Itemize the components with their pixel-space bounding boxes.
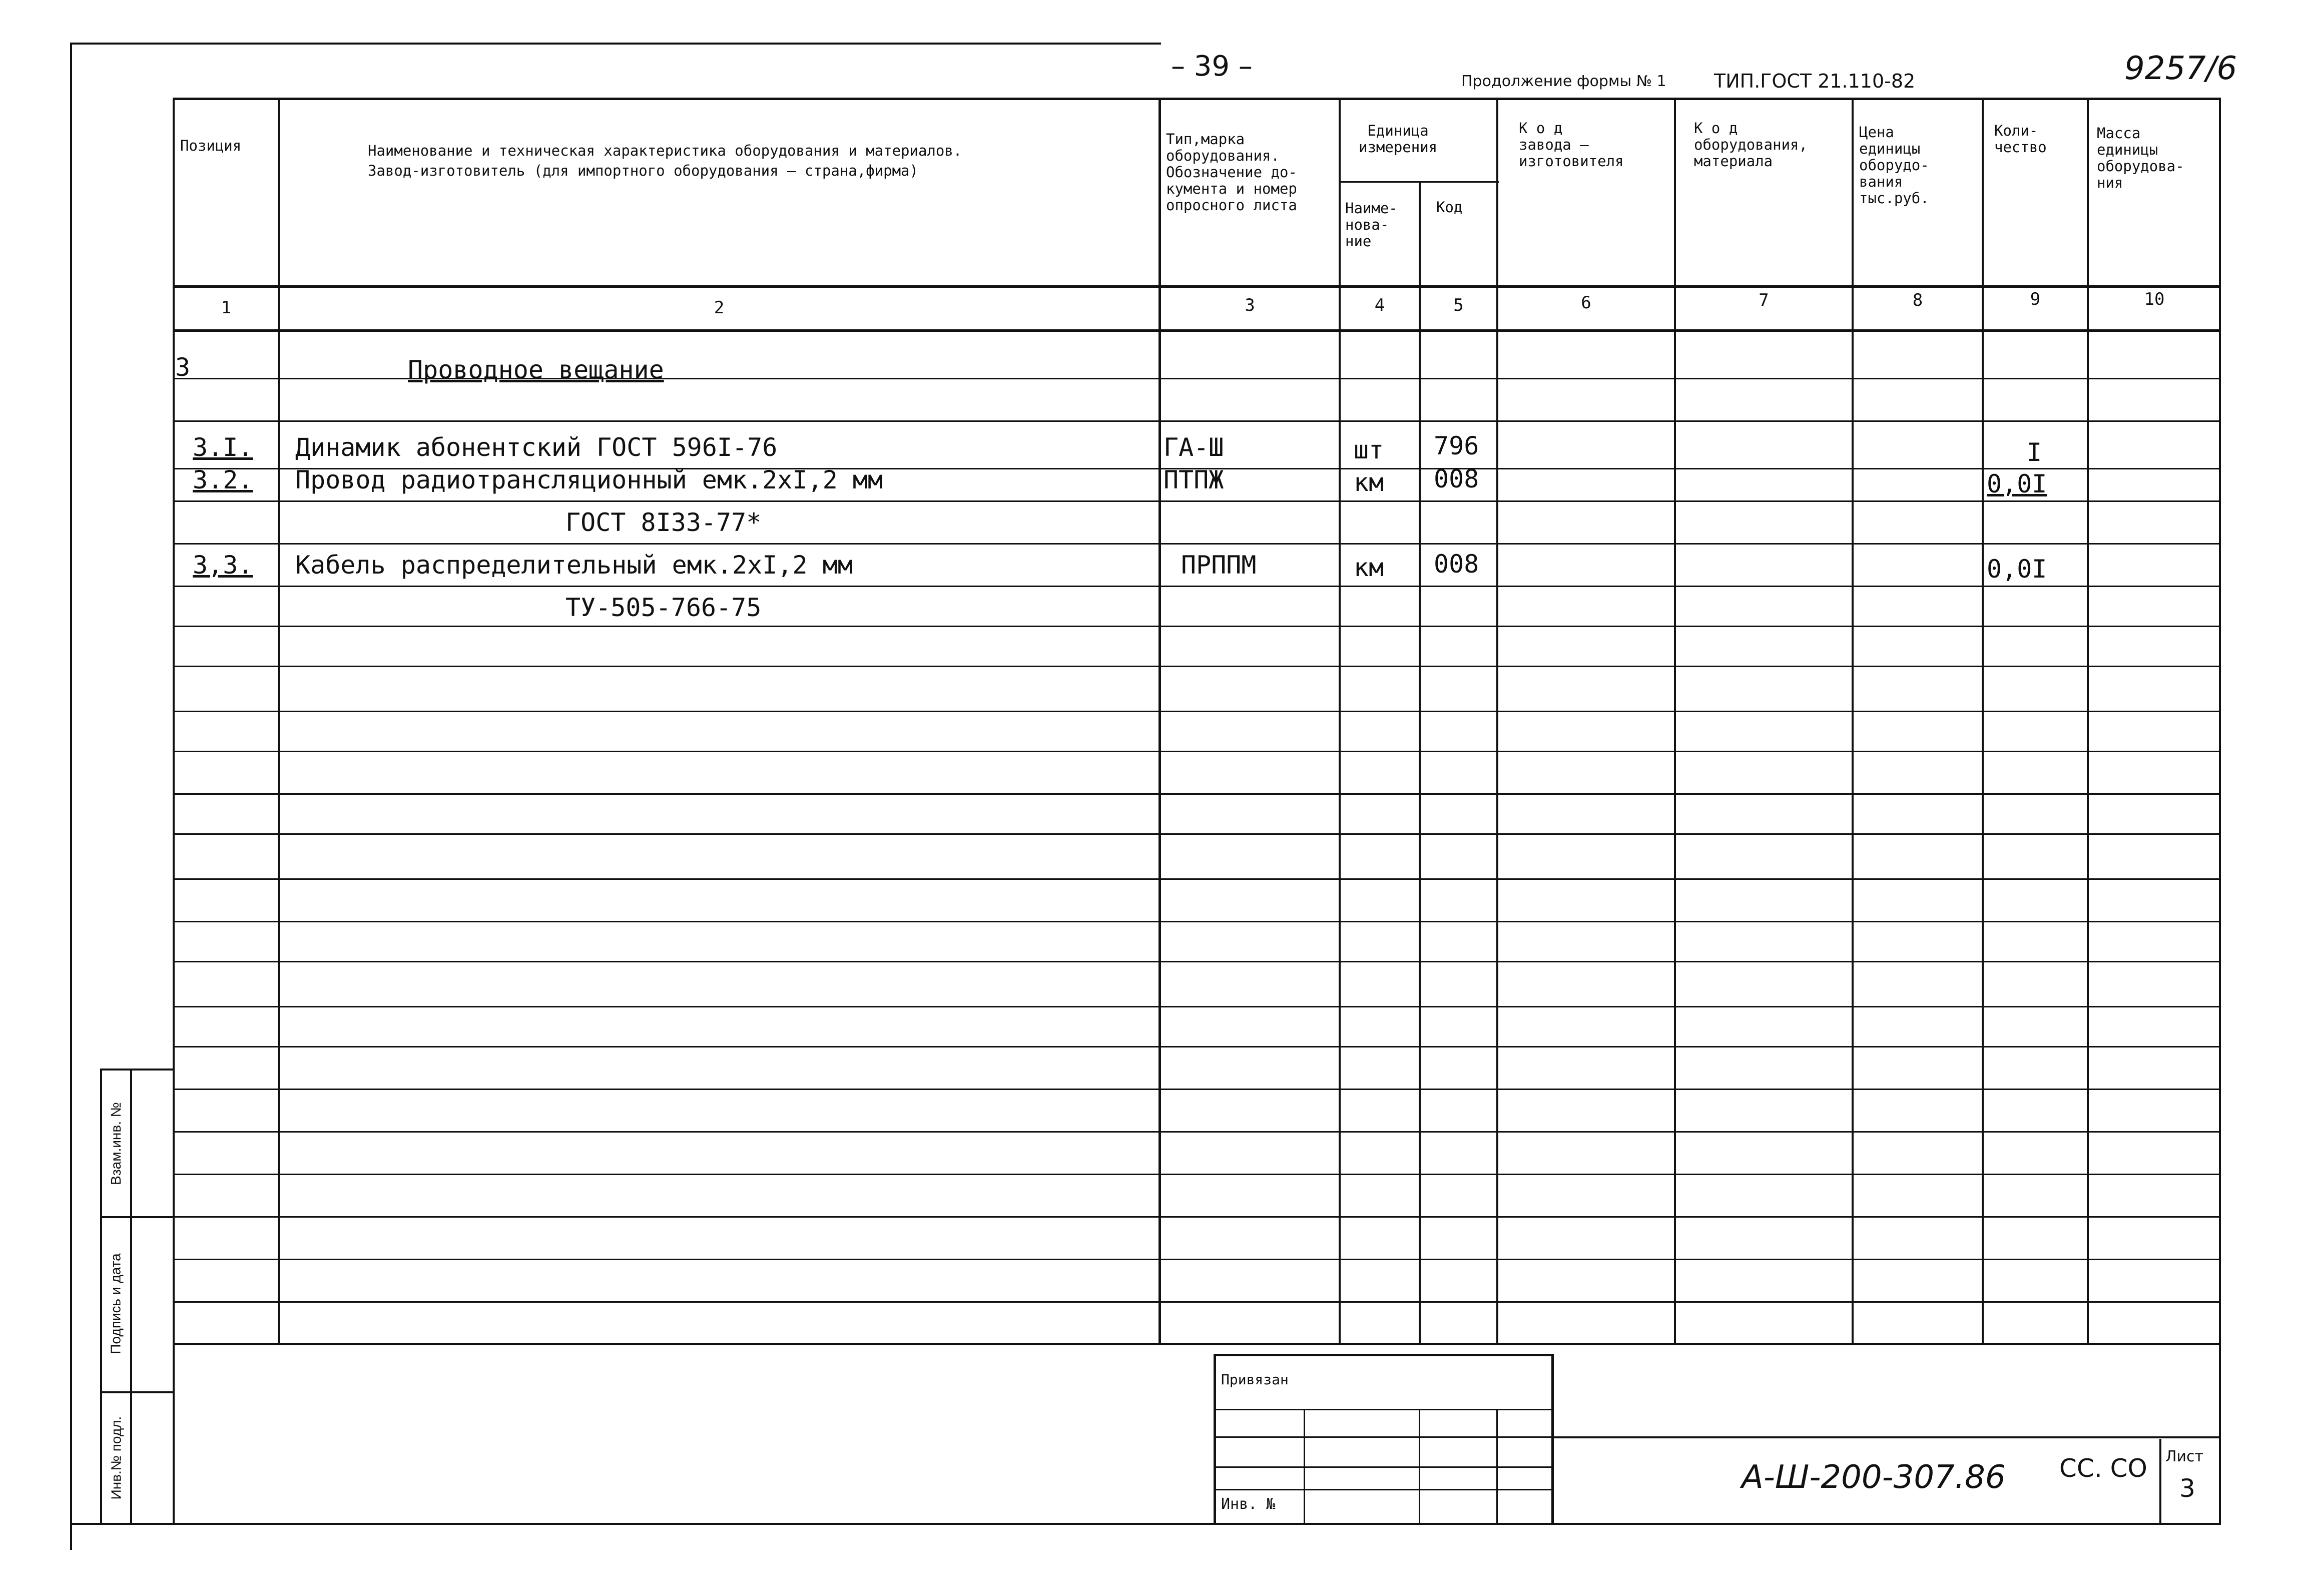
document-mark: СС. СО bbox=[2059, 1454, 2147, 1483]
row-4-pos: 3,3. bbox=[193, 551, 253, 580]
form-continuation: Продолжение формы № 1 bbox=[1461, 73, 1666, 90]
column-number-3: 3 bbox=[1245, 295, 1255, 315]
row-rule bbox=[173, 1131, 2220, 1133]
header-position: Позиция bbox=[180, 137, 242, 154]
col-line-2 bbox=[1159, 98, 1161, 1344]
header-unit-group: Единица измерения bbox=[1359, 122, 1438, 156]
row-rule bbox=[173, 1301, 2220, 1303]
title-block-line bbox=[1554, 1436, 2219, 1438]
sheet-box bbox=[2159, 1439, 2220, 1524]
col-line-5 bbox=[1496, 98, 1498, 1344]
col-line-1 bbox=[278, 98, 280, 1344]
row-5-name: ТУ-505-766-75 bbox=[565, 593, 762, 622]
header-type: Тип,марка оборудования. Обозначение до- кумента и номер опросного листа bbox=[1166, 131, 1297, 214]
sheet-number: 3 bbox=[2179, 1474, 2195, 1503]
row-rule bbox=[173, 1174, 2220, 1175]
row-rule bbox=[173, 1046, 2220, 1047]
row-rule bbox=[173, 833, 2220, 835]
row-4-name: Кабель распределительный емк.2хI,2 мм bbox=[295, 551, 853, 580]
column-number-1: 1 bbox=[221, 298, 232, 318]
stamp-original-inventory: Инв.№ подл. bbox=[108, 1416, 124, 1499]
column-number-6: 6 bbox=[1581, 293, 1591, 313]
row-rule bbox=[173, 666, 2220, 667]
header-factory-code: К о д завода – изготовителя bbox=[1519, 120, 1624, 170]
header-name-line2: Завод-изготовитель (для импортного оборудования – страна,фирма) bbox=[368, 162, 918, 179]
row-rule bbox=[173, 420, 2220, 422]
row-rule bbox=[173, 878, 2220, 880]
header-mass: Масса единицы оборудова- ния bbox=[2097, 125, 2184, 191]
row-rule bbox=[173, 500, 2220, 502]
row-2-name: Провод радиотрансляционный емк.2хI,2 мм bbox=[295, 465, 883, 494]
row-0-name: Проводное вещание bbox=[408, 355, 664, 384]
row-rule bbox=[173, 586, 2220, 587]
row-4-code: 008 bbox=[1434, 550, 1479, 579]
col-line-8 bbox=[1982, 98, 1984, 1344]
row-rule bbox=[173, 1089, 2220, 1090]
row-rule bbox=[173, 921, 2220, 922]
row-rule bbox=[173, 751, 2220, 752]
title-block bbox=[1214, 1354, 1554, 1524]
col-line-7 bbox=[1852, 98, 1854, 1344]
row-1-code: 796 bbox=[1434, 431, 1479, 460]
row-rule bbox=[173, 1006, 2220, 1007]
column-number-8: 8 bbox=[1912, 290, 1923, 310]
header-unit-code: Код bbox=[1436, 199, 1463, 216]
row-rule bbox=[173, 1259, 2220, 1260]
header-price: Цена единицы оборудо- вания тыс.руб. bbox=[1859, 124, 1929, 207]
column-number-7: 7 bbox=[1759, 290, 1769, 310]
stamp-replaced-inventory: Взам.инв. № bbox=[108, 1102, 124, 1185]
col-line-9 bbox=[2087, 98, 2089, 1344]
frame-right bbox=[2219, 98, 2221, 1525]
column-number-4: 4 bbox=[1374, 295, 1385, 315]
row-1-pos: 3.I. bbox=[193, 433, 253, 462]
row-0-pos: 3 bbox=[175, 353, 191, 382]
col-line-6 bbox=[1674, 98, 1676, 1344]
drawing-code: А-Ш-200-307.86 bbox=[1742, 1459, 2006, 1496]
header-bottom-line bbox=[173, 285, 2220, 288]
header-name-line1: Наименование и техническая характеристика оборудования и материалов. bbox=[368, 142, 962, 159]
inventory-label: Инв. № bbox=[1221, 1495, 1276, 1513]
standard-code: ТИП.ГОСТ 21.110-82 bbox=[1714, 70, 1916, 92]
col-line-3 bbox=[1339, 98, 1341, 1344]
stamp-signature-date: Подпись и дата bbox=[108, 1253, 124, 1354]
row-rule bbox=[173, 961, 2220, 962]
column-number-9: 9 bbox=[2030, 289, 2041, 309]
row-2-qty: 0,0I bbox=[1987, 469, 2047, 498]
row-3-name: ГОСТ 8I33-77* bbox=[565, 508, 762, 537]
row-2-pos: 3.2. bbox=[193, 465, 253, 494]
row-rule bbox=[173, 711, 2220, 712]
row-1-name: Динамик абонентский ГОСТ 596I-76 bbox=[295, 433, 778, 462]
document-number: 9257/6 bbox=[2124, 50, 2237, 87]
table-bottom-line bbox=[173, 1343, 2220, 1345]
row-rule bbox=[173, 543, 2220, 545]
bound-label: Привязан bbox=[1221, 1371, 1289, 1388]
column-number-5: 5 bbox=[1453, 295, 1464, 315]
frame-top bbox=[70, 43, 1161, 45]
header-unit-name: Наиме- нова- ние bbox=[1345, 200, 1398, 250]
row-2-unit: км bbox=[1354, 468, 1384, 497]
row-1-unit: шт bbox=[1354, 435, 1384, 464]
row-rule bbox=[173, 793, 2220, 795]
row-2-type: ПТПЖ bbox=[1164, 465, 1224, 494]
frame-left bbox=[70, 43, 72, 1550]
sheet-label: Лист bbox=[2165, 1448, 2204, 1465]
column-number-10: 10 bbox=[2144, 289, 2165, 309]
header-quantity: Коли- чество bbox=[1994, 122, 2047, 156]
frame-bottom bbox=[70, 1523, 2220, 1525]
colnum-bottom-line bbox=[173, 329, 2220, 332]
row-1-type: ГА-Ш bbox=[1164, 433, 1224, 462]
page-number: – 39 – bbox=[1171, 50, 1253, 83]
col-line-4 bbox=[1419, 181, 1421, 1344]
table-top-line bbox=[173, 98, 2220, 100]
column-number-2: 2 bbox=[714, 298, 725, 318]
row-rule bbox=[173, 1216, 2220, 1218]
row-4-unit: км bbox=[1354, 553, 1384, 582]
row-4-qty: 0,0I bbox=[1987, 555, 2047, 584]
row-2-code: 008 bbox=[1434, 464, 1479, 493]
row-1-qty: I bbox=[2027, 438, 2042, 467]
row-4-type: ПРППМ bbox=[1181, 551, 1257, 580]
header-equipment-code: К о д оборудования, материала bbox=[1694, 120, 1808, 170]
row-rule bbox=[173, 626, 2220, 627]
side-stamp bbox=[100, 1069, 173, 1524]
